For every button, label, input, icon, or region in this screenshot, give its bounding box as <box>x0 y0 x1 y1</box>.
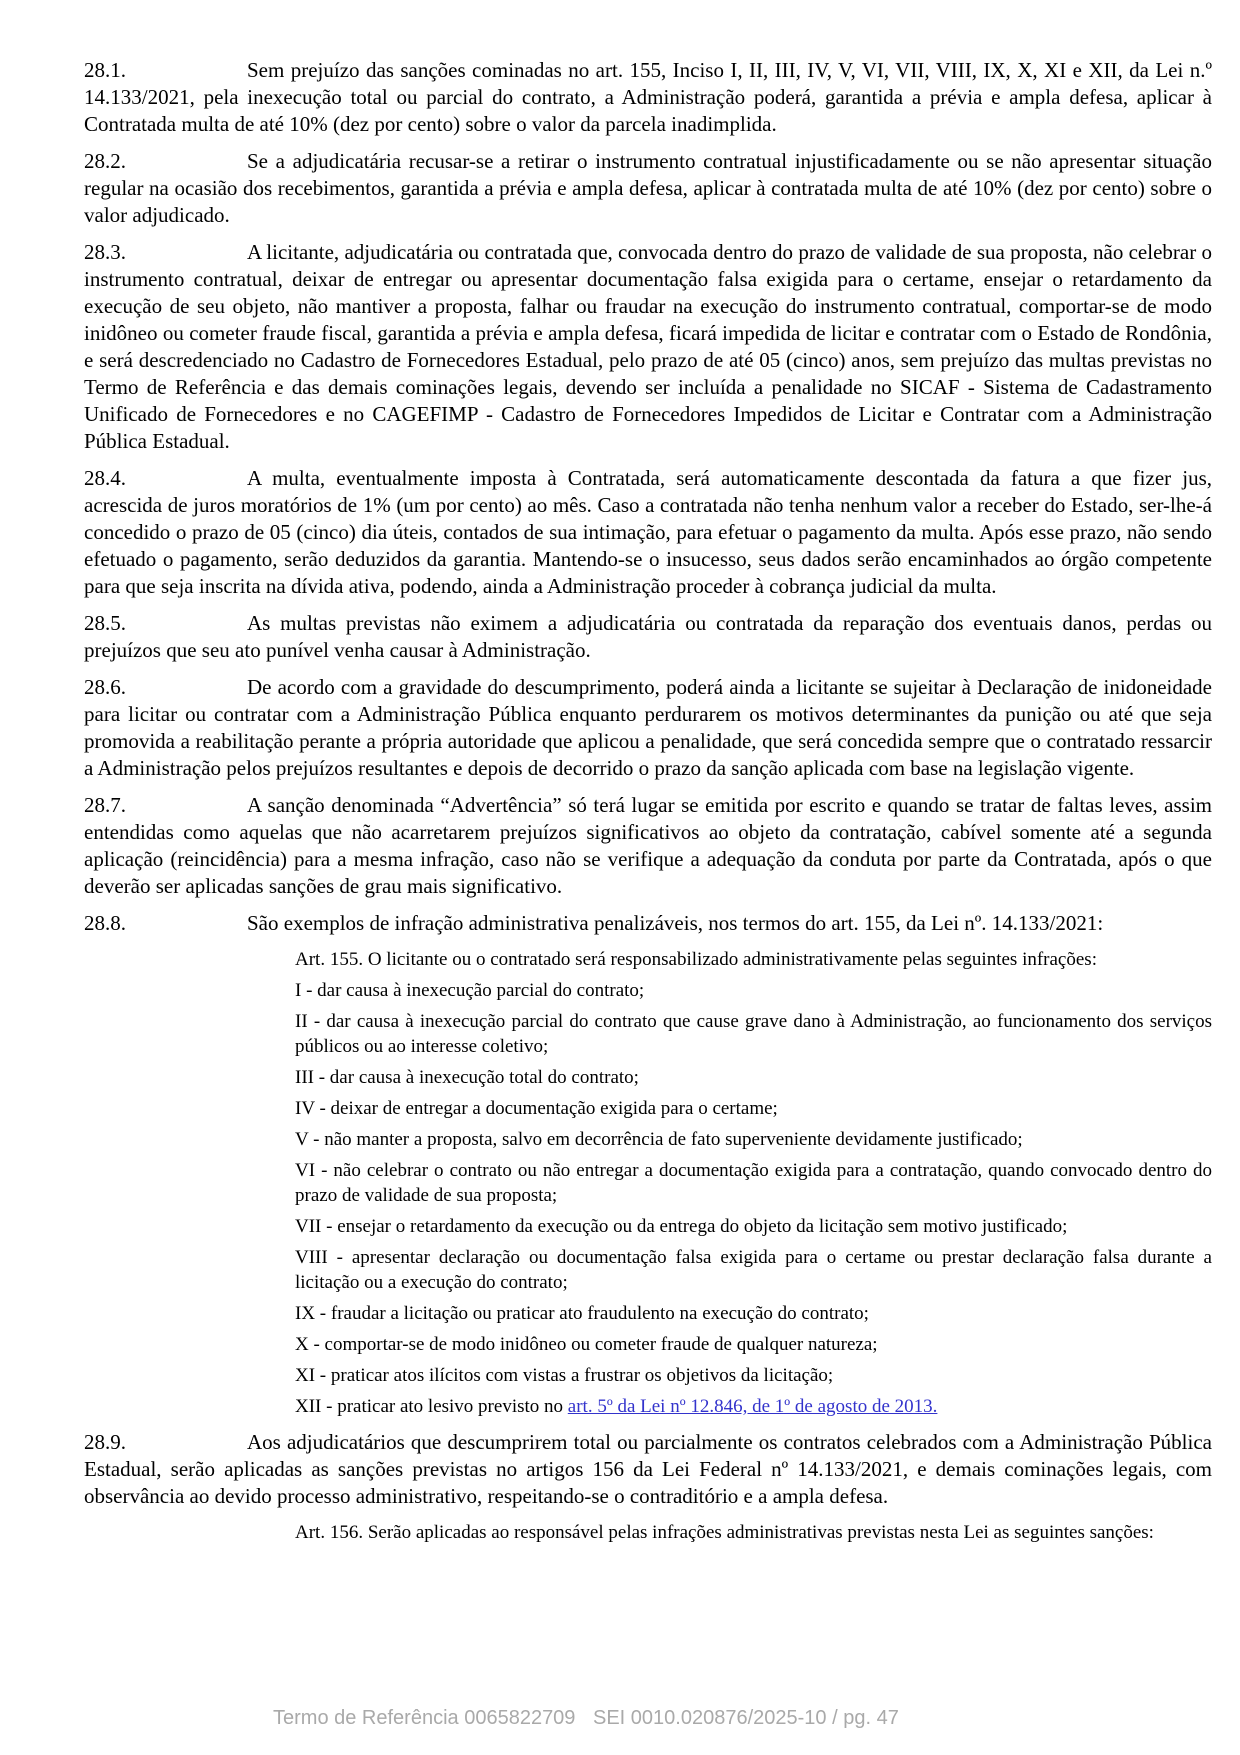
clause-text: De acordo com a gravidade do descumprimento, poderá ainda a licitante se sujeitar à Declaração de inidoneidade para licitar ou contratar com a Administração Pública enquanto perdurarem os motivos determinantes da punição ou até que seja promovida a reabilitação perante a própria autoridade que aplicou a penalidade, que será concedida sempre que o contratado ressarcir a Administração pelos prejuízos resultantes e depois de decorrido o prazo da sanção aplicada com base na legislação vigente. <box>84 675 1212 780</box>
quote-item-iv: IV - deixar de entregar a documentação exigida para o certame; <box>295 1098 778 1119</box>
clause-text: A multa, eventualmente imposta à Contratada, será automaticamente descontada da fatura a que fizer jus, acrescida de juros moratórios de 1% (um por cento) ao mês. Caso a contratada não tenha nenhum valor a receber do Estado, ser-lhe-á concedido o prazo de 05 (cinco) dia úteis, contados de sua intimação, para efetuar o pagamento da multa. Após esse prazo, não sendo efetuado o pagamento, serão deduzidos da garantia. Mantendo-se o insucesso, seus dados serão encaminhados ao órgão competente para que seja inscrita na dívida ativa, podendo, ainda a Administração proceder à cobrança judicial da multa. <box>84 466 1212 598</box>
quote-item-viii: VIII - apresentar declaração ou documentação falsa exigida para o certame ou prestar declaração falsa durante a licitação ou a execução do contrato; <box>295 1247 1212 1293</box>
clause-28-8 <box>84 910 1212 937</box>
footer-sei-ref: SEI 0010.020876/2025-10 / pg. 47 <box>593 1707 899 1729</box>
clause-number: 28.1. <box>84 58 126 82</box>
quote-caput: Art. 155. O licitante ou o contratado será responsabilizado administrativamente pelas seguintes infrações: <box>295 949 1097 970</box>
quote-item-ii: II - dar causa à inexecução parcial do contrato que cause grave dano à Administração, ao funcionamento dos serviços públicos ou ao interesse coletivo; <box>295 1011 1212 1057</box>
clause-number: 28.6. <box>84 675 126 699</box>
quote-item-vi: VI - não celebrar o contrato ou não entregar a documentação exigida para a contratação, quando convocado dentro do prazo de validade de sua proposta; <box>295 1160 1212 1206</box>
clause-28-9 <box>84 1429 1212 1510</box>
clause-number: 28.9. <box>84 1430 126 1454</box>
quote-item-vii: VII - ensejar o retardamento da execução ou da entrega do objeto da licitação sem motivo justificado; <box>295 1216 1068 1237</box>
quote-art-155 <box>295 947 1212 1419</box>
clause-text: Aos adjudicatários que descumprirem total ou parcialmente os contratos celebrados com a Administração Pública Estadual, serão aplicadas as sanções previstas no artigos 156 da Lei Federal nº 14.133/2021, e demais cominações legais, com observância ao devido processo administrativo, respeitando-se o contraditório e a ampla defesa. <box>84 1430 1212 1508</box>
clause-number: 28.2. <box>84 149 126 173</box>
quote-item-i: I - dar causa à inexecução parcial do contrato; <box>295 980 645 1001</box>
page-footer <box>0 1707 1240 1733</box>
clause-text: A licitante, adjudicatária ou contratada que, convocada dentro do prazo de validade de sua proposta, não celebrar o instrumento contratual, deixar de entregar ou apresentar documentação falsa exigida para o certame, ensejar o retardamento da execução de seu objeto, não mantiver a proposta, falhar ou fraudar na execução do instrumento contratual, comportar-se de modo inidôneo ou cometer fraude fiscal, garantida a prévia e ampla defesa, ficará impedida de licitar e contratar com o Estado de Rondônia, e será descredenciado no Cadastro de Fornecedores Estadual, pelo prazo de até 05 (cinco) anos, sem prejuízo das multas previstas no Termo de Referência e das demais cominações legais, devendo ser incluída a penalidade no SICAF - Sistema de Cadastramento Unificado de Fornecedores e no CAGEFIMP - Cadastro de Fornecedores Impedidos de Licitar e Contratar com a Administração Pública Estadual. <box>84 240 1212 453</box>
clause-text: As multas previstas não eximem a adjudicatária ou contratada da reparação dos eventuais danos, perdas ou prejuízos que seu ato punível venha causar à Administração. <box>84 611 1212 662</box>
clause-text: São exemplos de infração administrativa penalizáveis, nos termos do art. 155, da Lei nº. 14.133/2021: <box>247 911 1104 935</box>
law-12846-link[interactable]: art. 5º da Lei nº 12.846, de 1º de agosto de 2013. <box>567 1396 938 1417</box>
clause-28-3 <box>84 239 1212 455</box>
clause-28-5 <box>84 610 1212 664</box>
quote-item-xi: XI - praticar atos ilícitos com vistas a frustrar os objetivos da licitação; <box>295 1365 834 1386</box>
clause-28-1 <box>84 57 1212 138</box>
clause-28-6 <box>84 674 1212 782</box>
clause-number: 28.7. <box>84 793 126 817</box>
clause-number: 28.5. <box>84 611 126 635</box>
clause-28-4 <box>84 465 1212 600</box>
clause-28-7 <box>84 792 1212 900</box>
quote-item-x: X - comportar-se de modo inidôneo ou cometer fraude de qualquer natureza; <box>295 1334 878 1355</box>
quote-item-xii-text: XII - praticar ato lesivo previsto no <box>295 1396 568 1417</box>
quote-item-v: V - não manter a proposta, salvo em decorrência de fato superveniente devidamente justificado; <box>295 1129 1023 1150</box>
quote-caput: Art. 156. Serão aplicadas ao responsável pelas infrações administrativas previstas nesta Lei as seguintes sanções: <box>295 1522 1154 1543</box>
clause-text: Se a adjudicatária recusar-se a retirar o instrumento contratual injustificadamente ou se não apresentar situação regular na ocasião dos recebimentos, garantida a prévia e ampla defesa, aplicar à contratada multa de até 10% (dez por cento) sobre o valor adjudicado. <box>84 149 1212 227</box>
clause-number: 28.3. <box>84 240 126 264</box>
footer-doc-ref: Termo de Referência 0065822709 <box>273 1707 576 1729</box>
quote-item-ix: IX - fraudar a licitação ou praticar ato fraudulento na execução do contrato; <box>295 1303 869 1324</box>
quote-item-iii: III - dar causa à inexecução total do contrato; <box>295 1067 639 1088</box>
clause-text: A sanção denominada “Advertência” só terá lugar se emitida por escrito e quando se tratar de faltas leves, assim entendidas como aquelas que não acarretarem prejuízos significativos ao objeto da contratação, cabível somente até a segunda aplicação (reincidência) para a mesma infração, caso não se verifique a adequação da conduta por parte da Contratada, após o que deverão ser aplicadas sanções de grau mais significativo. <box>84 793 1212 898</box>
clause-text: Sem prejuízo das sanções cominadas no art. 155, Inciso I, II, III, IV, V, VI, VII, VIII, IX, X, XI e XII, da Lei n.º 14.133/2021, pela inexecução total ou parcial do contrato, a Administração poderá, garantida a prévia e ampla defesa, aplicar à Contratada multa de até 10% (dez por cento) sobre o valor da parcela inadimplida. <box>84 58 1212 136</box>
clause-number: 28.8. <box>84 911 126 935</box>
clause-28-2 <box>84 148 1212 229</box>
quote-art-156 <box>295 1520 1212 1545</box>
quote-item-xii <box>295 1394 1212 1419</box>
clause-number: 28.4. <box>84 466 126 490</box>
